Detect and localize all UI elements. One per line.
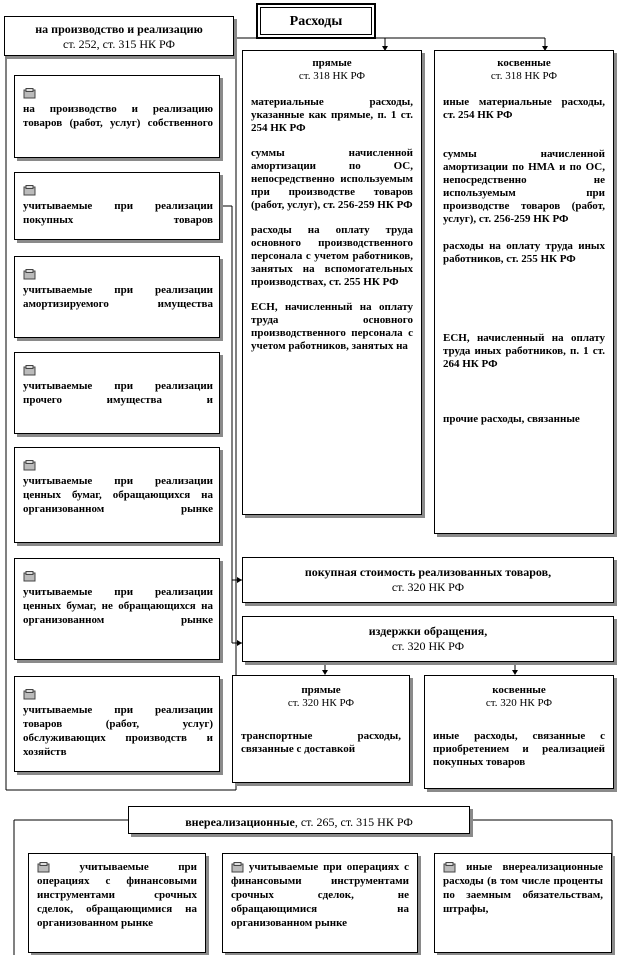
direct-item: суммы начисленной амортизации по ОС, непосредственно используемым при производстве товаров (работ, услуг), ст. 256-259 НК РФ — [251, 147, 413, 211]
non-operating-text: учитываемые при операциях с финансовыми инструментами срочных сделок, не обращающимися на организованном рынке — [231, 861, 409, 929]
production-header — [4, 16, 234, 56]
indirect-item: ЕСН, начисленный на оплату труда иных работников, п. 1 ст. 264 НК РФ — [443, 332, 605, 370]
left-card-text: учитываемые при реализации прочего имущества и — [23, 380, 213, 406]
document-icon — [23, 267, 36, 278]
direct-item: ЕСН, начисленный на оплату труда основного производственного персонала с учетом работников, занятых на — [251, 301, 413, 352]
circ-indirect-ref: ст. 320 НК РФ — [485, 697, 553, 709]
indirect-item: суммы начисленной амортизации по НМА и по ОС, непосредственно не используемым при производстве товаров (работ, услуг), ст. 256-259 НК РФ — [443, 148, 605, 225]
purchase-cost-title: покупная стоимость реализованных товаров, — [304, 565, 552, 579]
document-icon — [23, 86, 36, 97]
left-card-other-property — [14, 352, 220, 434]
left-card-unlisted-securities — [14, 558, 220, 660]
document-icon — [23, 458, 36, 469]
non-operating-text: иные внереализационные расходы (в том числе проценты по заемным обязательствам, штрафы, — [443, 861, 603, 915]
circulation-direct-box — [232, 675, 410, 783]
circulation-costs-box — [242, 616, 614, 662]
left-card-text: учитываемые при реализации покупных товаров — [23, 200, 213, 226]
direct-title: прямые — [312, 57, 352, 69]
circulation-ref: ст. 320 НК РФ — [391, 639, 465, 653]
non-operating-card-other — [434, 853, 612, 953]
production-ref: ст. 252, ст. 315 НК РФ — [63, 37, 175, 51]
non-operating-card-unlisted — [222, 853, 418, 953]
indirect-item: расходы на оплату труда иных работников, ст. 255 НК РФ — [443, 240, 605, 265]
left-card-text: учитываемые при реализации ценных бумаг, не обращающихся на организованном рынке — [23, 586, 213, 626]
left-card-purchased-goods — [14, 172, 220, 240]
indirect-title: косвенные — [497, 57, 551, 69]
circ-indirect-title: косвенные — [492, 684, 546, 696]
non-operating-text: учитываемые при операциях с финансовыми инструментами срочных сделок, обращающимися на организованном рынке — [37, 861, 197, 929]
circ-direct-ref: ст. 320 НК РФ — [287, 697, 355, 709]
direct-item: материальные расходы, указанные как прямые, п. 1 ст. 254 НК РФ — [251, 96, 413, 134]
document-icon — [37, 862, 50, 873]
document-icon — [23, 569, 36, 580]
production-title: на производство и реализацию — [35, 22, 203, 36]
circulation-indirect-box — [424, 675, 614, 789]
circ-direct-text: транспортные расходы, связанные с доставкой — [241, 730, 401, 755]
left-card-service-industries — [14, 676, 220, 772]
expenses-title: Расходы — [289, 14, 343, 29]
left-card-own-production — [14, 75, 220, 158]
document-icon — [231, 862, 244, 873]
non-operating-title: внереализационные — [185, 815, 295, 829]
direct-ref: ст. 318 НК РФ — [298, 70, 366, 82]
purchase-cost-ref: ст. 320 НК РФ — [391, 580, 465, 594]
indirect-ref: ст. 318 НК РФ — [490, 70, 558, 82]
non-operating-card-listed — [28, 853, 206, 953]
expenses-header — [256, 3, 376, 39]
circ-indirect-text: иные расходы, связанные с приобретением и реализацией покупных товаров — [433, 730, 605, 768]
left-card-text: учитываемые при реализации ценных бумаг, обращающихся на организованном рынке — [23, 475, 213, 515]
circulation-title: издержки обращения, — [368, 624, 488, 638]
document-icon — [23, 183, 36, 194]
direct-costs-box — [242, 50, 422, 515]
document-icon — [23, 363, 36, 374]
left-card-text: учитываемые при реализации товаров (работ, услуг) обслуживающих производств и хозяйств — [23, 704, 213, 758]
direct-item: расходы на оплату труда основного производственного персонала с учетом работников, занятых на вспомогательных производствах, ст. 255 НК РФ — [251, 224, 413, 288]
purchase-cost-box — [242, 557, 614, 603]
non-operating-ref: , ст. 265, ст. 315 НК РФ — [294, 815, 413, 829]
left-card-listed-securities — [14, 447, 220, 543]
left-card-text: учитываемые при реализации амортизируемого имущества — [23, 284, 213, 310]
circ-direct-title: прямые — [301, 684, 341, 696]
indirect-costs-box — [434, 50, 614, 534]
left-card-depreciable-property — [14, 256, 220, 338]
indirect-item: прочие расходы, связанные — [443, 413, 580, 425]
document-icon — [23, 687, 36, 698]
non-operating-header — [128, 806, 470, 834]
left-card-text: на производство и реализацию товаров (работ, услуг) собственного — [23, 103, 213, 129]
indirect-item: иные материальные расходы, ст. 254 НК РФ — [443, 96, 605, 121]
document-icon — [443, 862, 456, 873]
